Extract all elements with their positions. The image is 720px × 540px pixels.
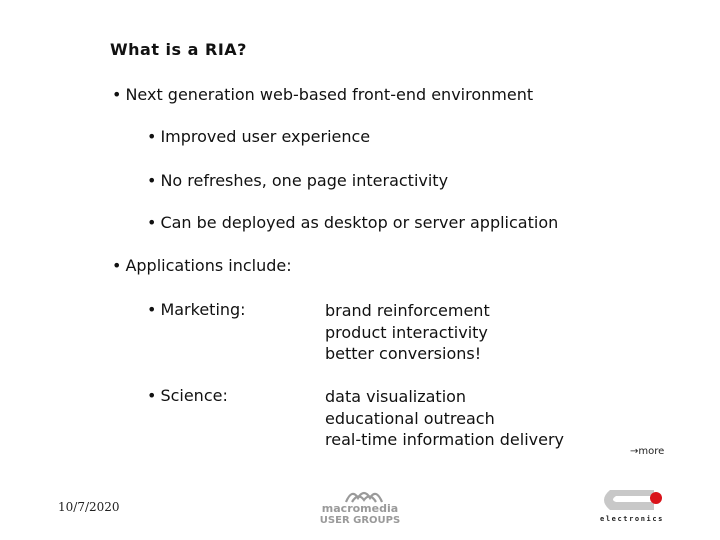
application-item: brand reinforcement	[325, 301, 490, 320]
sub-bullet-user-experience	[147, 127, 370, 146]
application-item: product interactivity	[325, 322, 488, 342]
application-label: Science:	[160, 386, 228, 405]
more-link[interactable]	[630, 446, 664, 457]
logo-electronics-text: electronics	[600, 515, 664, 523]
application-item: educational outreach	[325, 408, 495, 428]
application-science-label	[147, 386, 228, 405]
bullet-marker: •	[147, 386, 157, 405]
bullet-text: Can be deployed as desktop or server application	[160, 213, 559, 232]
electronics-logo	[596, 486, 668, 524]
bullet-marker: •	[112, 85, 122, 104]
sub-bullet-no-refreshes	[147, 171, 448, 190]
bullet-text: Next generation web-based front-end environment	[125, 85, 534, 104]
bullet-marker: •	[147, 171, 157, 190]
more-link-label: more	[638, 446, 665, 457]
logo-macromedia-text: macromedia	[321, 502, 399, 515]
bullet-marker: •	[147, 213, 157, 232]
slide-title: What is a RIA?	[110, 40, 247, 59]
logo-user-groups-text: USER GROUPS	[319, 515, 401, 526]
slide-date: 10/7/2020	[58, 500, 120, 514]
bullet-text: Applications include:	[125, 256, 292, 275]
macromedia-user-groups-logo	[312, 484, 408, 526]
arrow-right-icon: →	[630, 446, 639, 457]
bullet-text: Improved user experience	[160, 127, 371, 146]
application-marketing-label	[147, 300, 246, 319]
bullet-next-generation	[112, 85, 533, 104]
bullet-marker: •	[112, 256, 122, 275]
sub-bullet-deployment	[147, 213, 558, 232]
application-label: Marketing:	[160, 300, 246, 319]
bullet-marker: •	[147, 127, 157, 146]
application-item: data visualization	[325, 387, 467, 406]
bullet-applications	[112, 256, 292, 275]
application-science-items	[325, 386, 564, 451]
bullet-text: No refreshes, one page interactivity	[160, 171, 449, 190]
application-item: real-time information delivery	[325, 430, 565, 449]
bullet-marker: •	[147, 300, 157, 319]
application-item: better conversions!	[325, 344, 482, 363]
application-marketing-items	[325, 300, 490, 365]
